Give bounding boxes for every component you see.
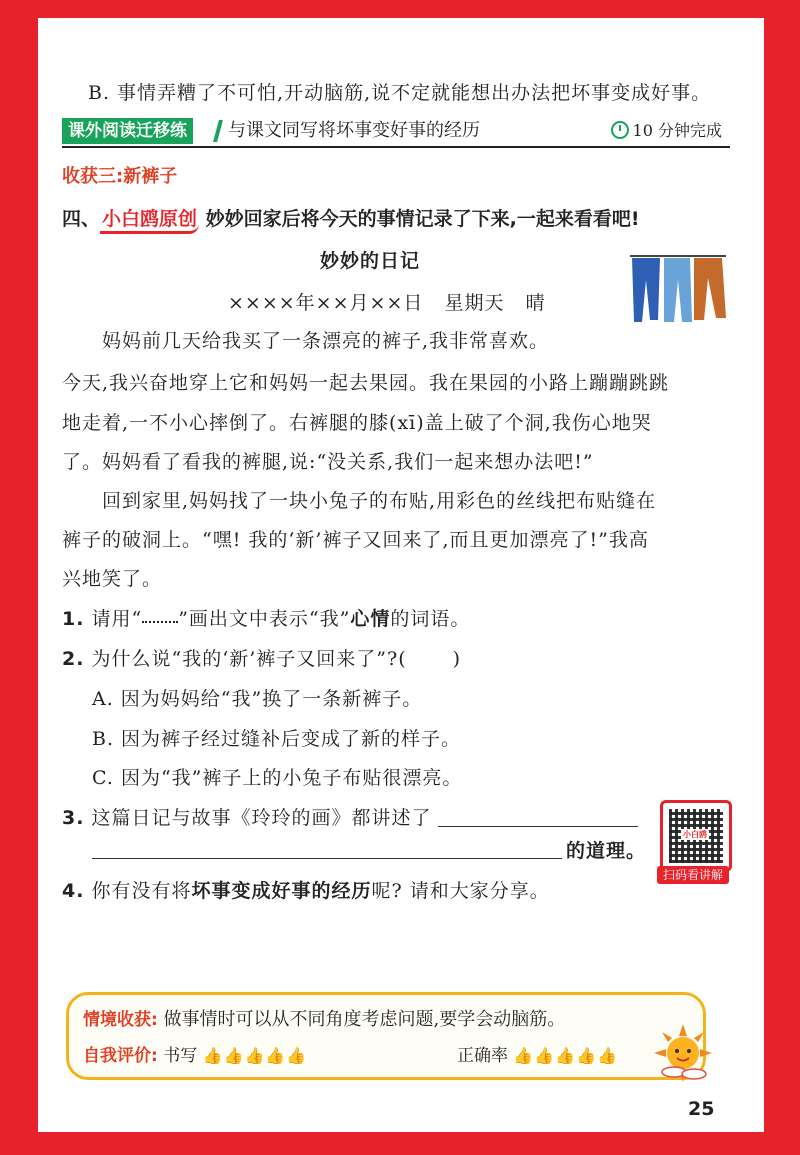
q1-mid: ”画出文中表示“我” xyxy=(178,608,351,630)
diary-weather: 晴 xyxy=(525,292,546,314)
diary-line-1: 妈妈前几天给我买了一条漂亮的裤子,我非常喜欢。 xyxy=(102,330,550,352)
diary-line-3: 地走着,一不小心摔倒了。右裤腿的膝(xī)盖上破了个洞,我伤心地哭 xyxy=(62,412,652,434)
q1-bold: 心情 xyxy=(350,608,391,630)
self-eval-label: 自我评价: xyxy=(83,1046,158,1066)
qr-label: 小白鸥 xyxy=(683,830,707,839)
diary-date-line xyxy=(228,288,546,315)
section-tag: 课外阅读迁移练 xyxy=(62,118,193,144)
q1-pre: 请用“ xyxy=(91,608,143,630)
diary-line-2: 今天,我兴奋地穿上它和妈妈一起去果园。我在果园的小路上蹦蹦跳跳 xyxy=(62,372,670,394)
answer-line-2[interactable] xyxy=(92,858,562,859)
accuracy-label: 正确率 xyxy=(457,1046,508,1066)
diary-title: 妙妙的日记 xyxy=(320,250,421,272)
pants-illustration xyxy=(622,250,732,330)
question-4 xyxy=(62,876,550,903)
timer xyxy=(611,118,722,144)
qr-code[interactable] xyxy=(660,800,732,872)
q3-text: 这篇日记与故事《玲玲的画》都讲述了 xyxy=(91,807,432,829)
section-header xyxy=(62,118,730,148)
q2-option-c[interactable]: C. 因为“我”裤子上的小兔子布贴很漂亮。 xyxy=(92,767,463,789)
q4-pre: 你有没有将 xyxy=(91,880,192,902)
writing-thumbs-icon[interactable]: 👍👍👍👍👍 xyxy=(202,1046,308,1065)
q2-option-a[interactable]: A. 因为妈妈给“我”换了一条新裤子。 xyxy=(92,688,423,710)
answer-line-1[interactable] xyxy=(438,826,638,827)
summary-text: 做事情时可以从不同角度考虑问题,要学会动脑筋。 xyxy=(163,1009,566,1030)
question-number: 四、 xyxy=(62,208,101,230)
accuracy-evaluation xyxy=(457,1041,618,1066)
self-evaluation xyxy=(83,1041,307,1066)
bottom-band xyxy=(0,1132,800,1155)
q2-number: 2. xyxy=(62,648,85,670)
question-3 xyxy=(62,803,432,830)
page-number: 25 xyxy=(688,1098,715,1120)
question-text: 妙妙回家后将今天的事情记录了下来,一起来看看吧! xyxy=(205,208,640,230)
q4-post: 呢? 请和大家分享。 xyxy=(371,880,550,902)
diary-line-7: 兴地笑了。 xyxy=(62,568,163,590)
diary-date: ××××年××月××日 xyxy=(228,292,424,314)
alarm-clock-icon xyxy=(611,121,629,139)
summary-box xyxy=(66,992,706,1080)
q4-number: 4. xyxy=(62,880,85,902)
harvest-title: 收获三:新裤子 xyxy=(62,166,178,187)
timer-text: 10 分钟完成 xyxy=(632,121,722,140)
q2-text: 为什么说“我的‘新’裤子又回来了”?( xyxy=(91,648,407,670)
q2-close: ) xyxy=(452,648,462,670)
q2-option-b[interactable]: B. 因为裤子经过缝补后变成了新的样子。 xyxy=(92,728,462,750)
accuracy-thumbs-icon[interactable]: 👍👍👍👍👍 xyxy=(513,1046,619,1065)
section-subtitle: 与课文同写将坏事变好事的经历 xyxy=(228,120,480,141)
diary-line-5: 回到家里,妈妈找了一块小兔子的布贴,用彩色的丝线把布贴缝在 xyxy=(102,490,657,512)
brand-tag: 小白鸥原创 xyxy=(100,204,199,234)
question-4-heading xyxy=(62,204,640,234)
summary-line-1 xyxy=(83,1005,565,1031)
qr-caption: 扫码看讲解 xyxy=(657,866,729,884)
diary-weekday: 星期天 xyxy=(444,292,505,314)
question-1 xyxy=(62,604,470,631)
q1-number: 1. xyxy=(62,608,85,630)
summary-label: 情境收获: xyxy=(83,1010,158,1030)
diary-line-6: 裤子的破洞上。“嘿! 我的‘新’裤子又回来了,而且更加漂亮了!”我高 xyxy=(62,529,649,551)
q1-post: 的词语。 xyxy=(390,608,471,630)
q3-tail: 的道理。 xyxy=(566,840,647,862)
prev-option-b: B. 事情弄糟了不可怕,开动脑筋,说不定就能想出办法把坏事变成好事。 xyxy=(88,82,712,104)
question-2 xyxy=(62,644,461,671)
q4-bold: 坏事变成好事的经历 xyxy=(191,880,372,902)
q3-number: 3. xyxy=(62,807,85,829)
diary-line-4: 了。妈妈看了看我的裤腿,说:“没关系,我们一起来想办法吧!” xyxy=(62,451,594,473)
wavy-line-blank xyxy=(142,607,178,623)
writing-label: 书写 xyxy=(163,1046,198,1066)
section-divider xyxy=(213,120,223,142)
sun-mascot-icon xyxy=(652,1022,714,1084)
